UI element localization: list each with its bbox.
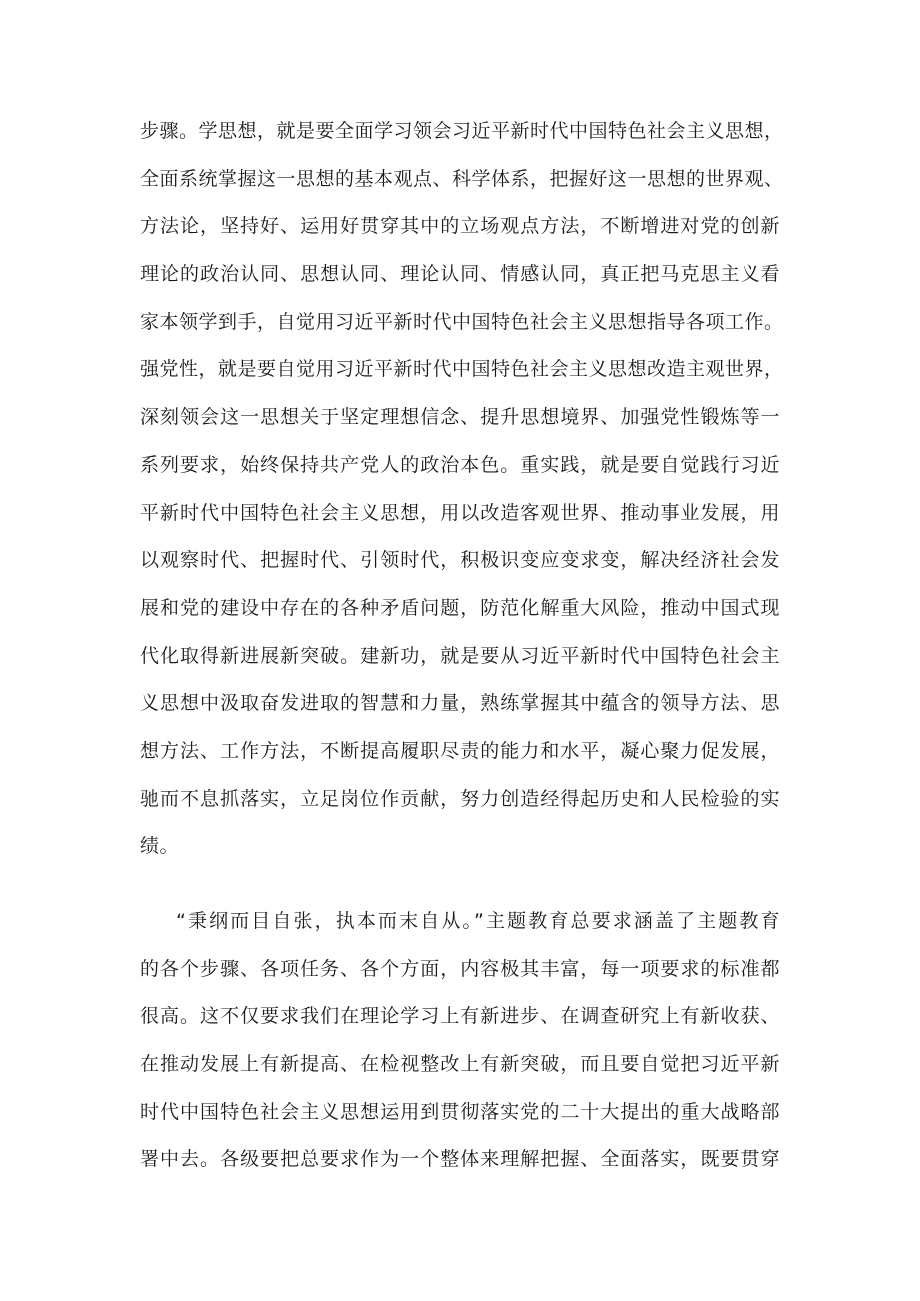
text-line: 系列要求，始终保持共产党人的政治本色。重实践，就是要自觉践行习近 [140, 453, 780, 476]
text-line: 署中去。各级要把总要求作为一个整体来理解把握、全面落实，既要贯穿 [140, 1148, 780, 1171]
text-line: 在推动发展上有新提高、在检视整改上有新突破，而且要自觉把习近平新 [140, 1053, 780, 1076]
text-line: 理论的政治认同、思想认同、理论认同、情感认同，真正把马克思主义看 [140, 263, 780, 286]
text-line: 平新时代中国特色社会主义思想，用以改造客观世界、推动事业发展，用 [140, 501, 780, 524]
text-line: 强党性，就是要自觉用习近平新时代中国特色社会主义思想改造主观世界， [140, 358, 784, 381]
text-line: 时代中国特色社会主义思想运用到贯彻落实党的二十大提出的重大战略部 [140, 1100, 780, 1123]
text-line: 想方法、工作方法，不断提高履职尽责的能力和水平，凝心聚力促发展， [140, 739, 780, 762]
text-line: 方法论，坚持好、运用好贯穿其中的立场观点方法，不断增进对党的创新 [140, 215, 780, 238]
text-line: 展和党的建设中存在的各种矛盾问题，防范化解重大风险，推动中国式现 [140, 596, 780, 619]
text-line: 家本领学到手，自觉用习近平新时代中国特色社会主义思想指导各项工作。 [140, 310, 784, 333]
text-line: 的各个步骤、各项任务、各个方面，内容极其丰富，每一项要求的标准都 [140, 957, 780, 980]
text-line: 驰而不息抓落实，立足岗位作贡献，努力创造经得起历史和人民检验的实 [140, 787, 780, 810]
text-line: 代化取得新进展新突破。建新功，就是要从习近平新时代中国特色社会主 [140, 644, 780, 667]
paragraph-2 [140, 898, 780, 1184]
text-line: 义思想中汲取奋发进取的智慧和力量，熟练掌握其中蕴含的领导方法、思 [140, 692, 780, 715]
text-line: 很高。这不仅要求我们在理论学习上有新进步、在调查研究上有新收获、 [140, 1005, 780, 1028]
text-line: 全面系统掌握这一思想的基本观点、科学体系，把握好这一思想的世界观、 [140, 167, 784, 190]
text-line: 以观察时代、把握时代、引领时代，积极识变应变求变，解决经济社会发 [140, 549, 780, 572]
text-line: 绩。 [140, 835, 180, 858]
text-line: 深刻领会这一思想关于坚定理想信念、提升思想境界、加强党性锻炼等一 [140, 406, 780, 429]
text-line: 步骤。学思想，就是要全面学习领会习近平新时代中国特色社会主义思想， [140, 120, 784, 142]
paragraph-1 [140, 108, 784, 871]
text-line: “秉纲而目自张，执本而末自从。”主题教育总要求涵盖了主题教育 [176, 910, 780, 932]
